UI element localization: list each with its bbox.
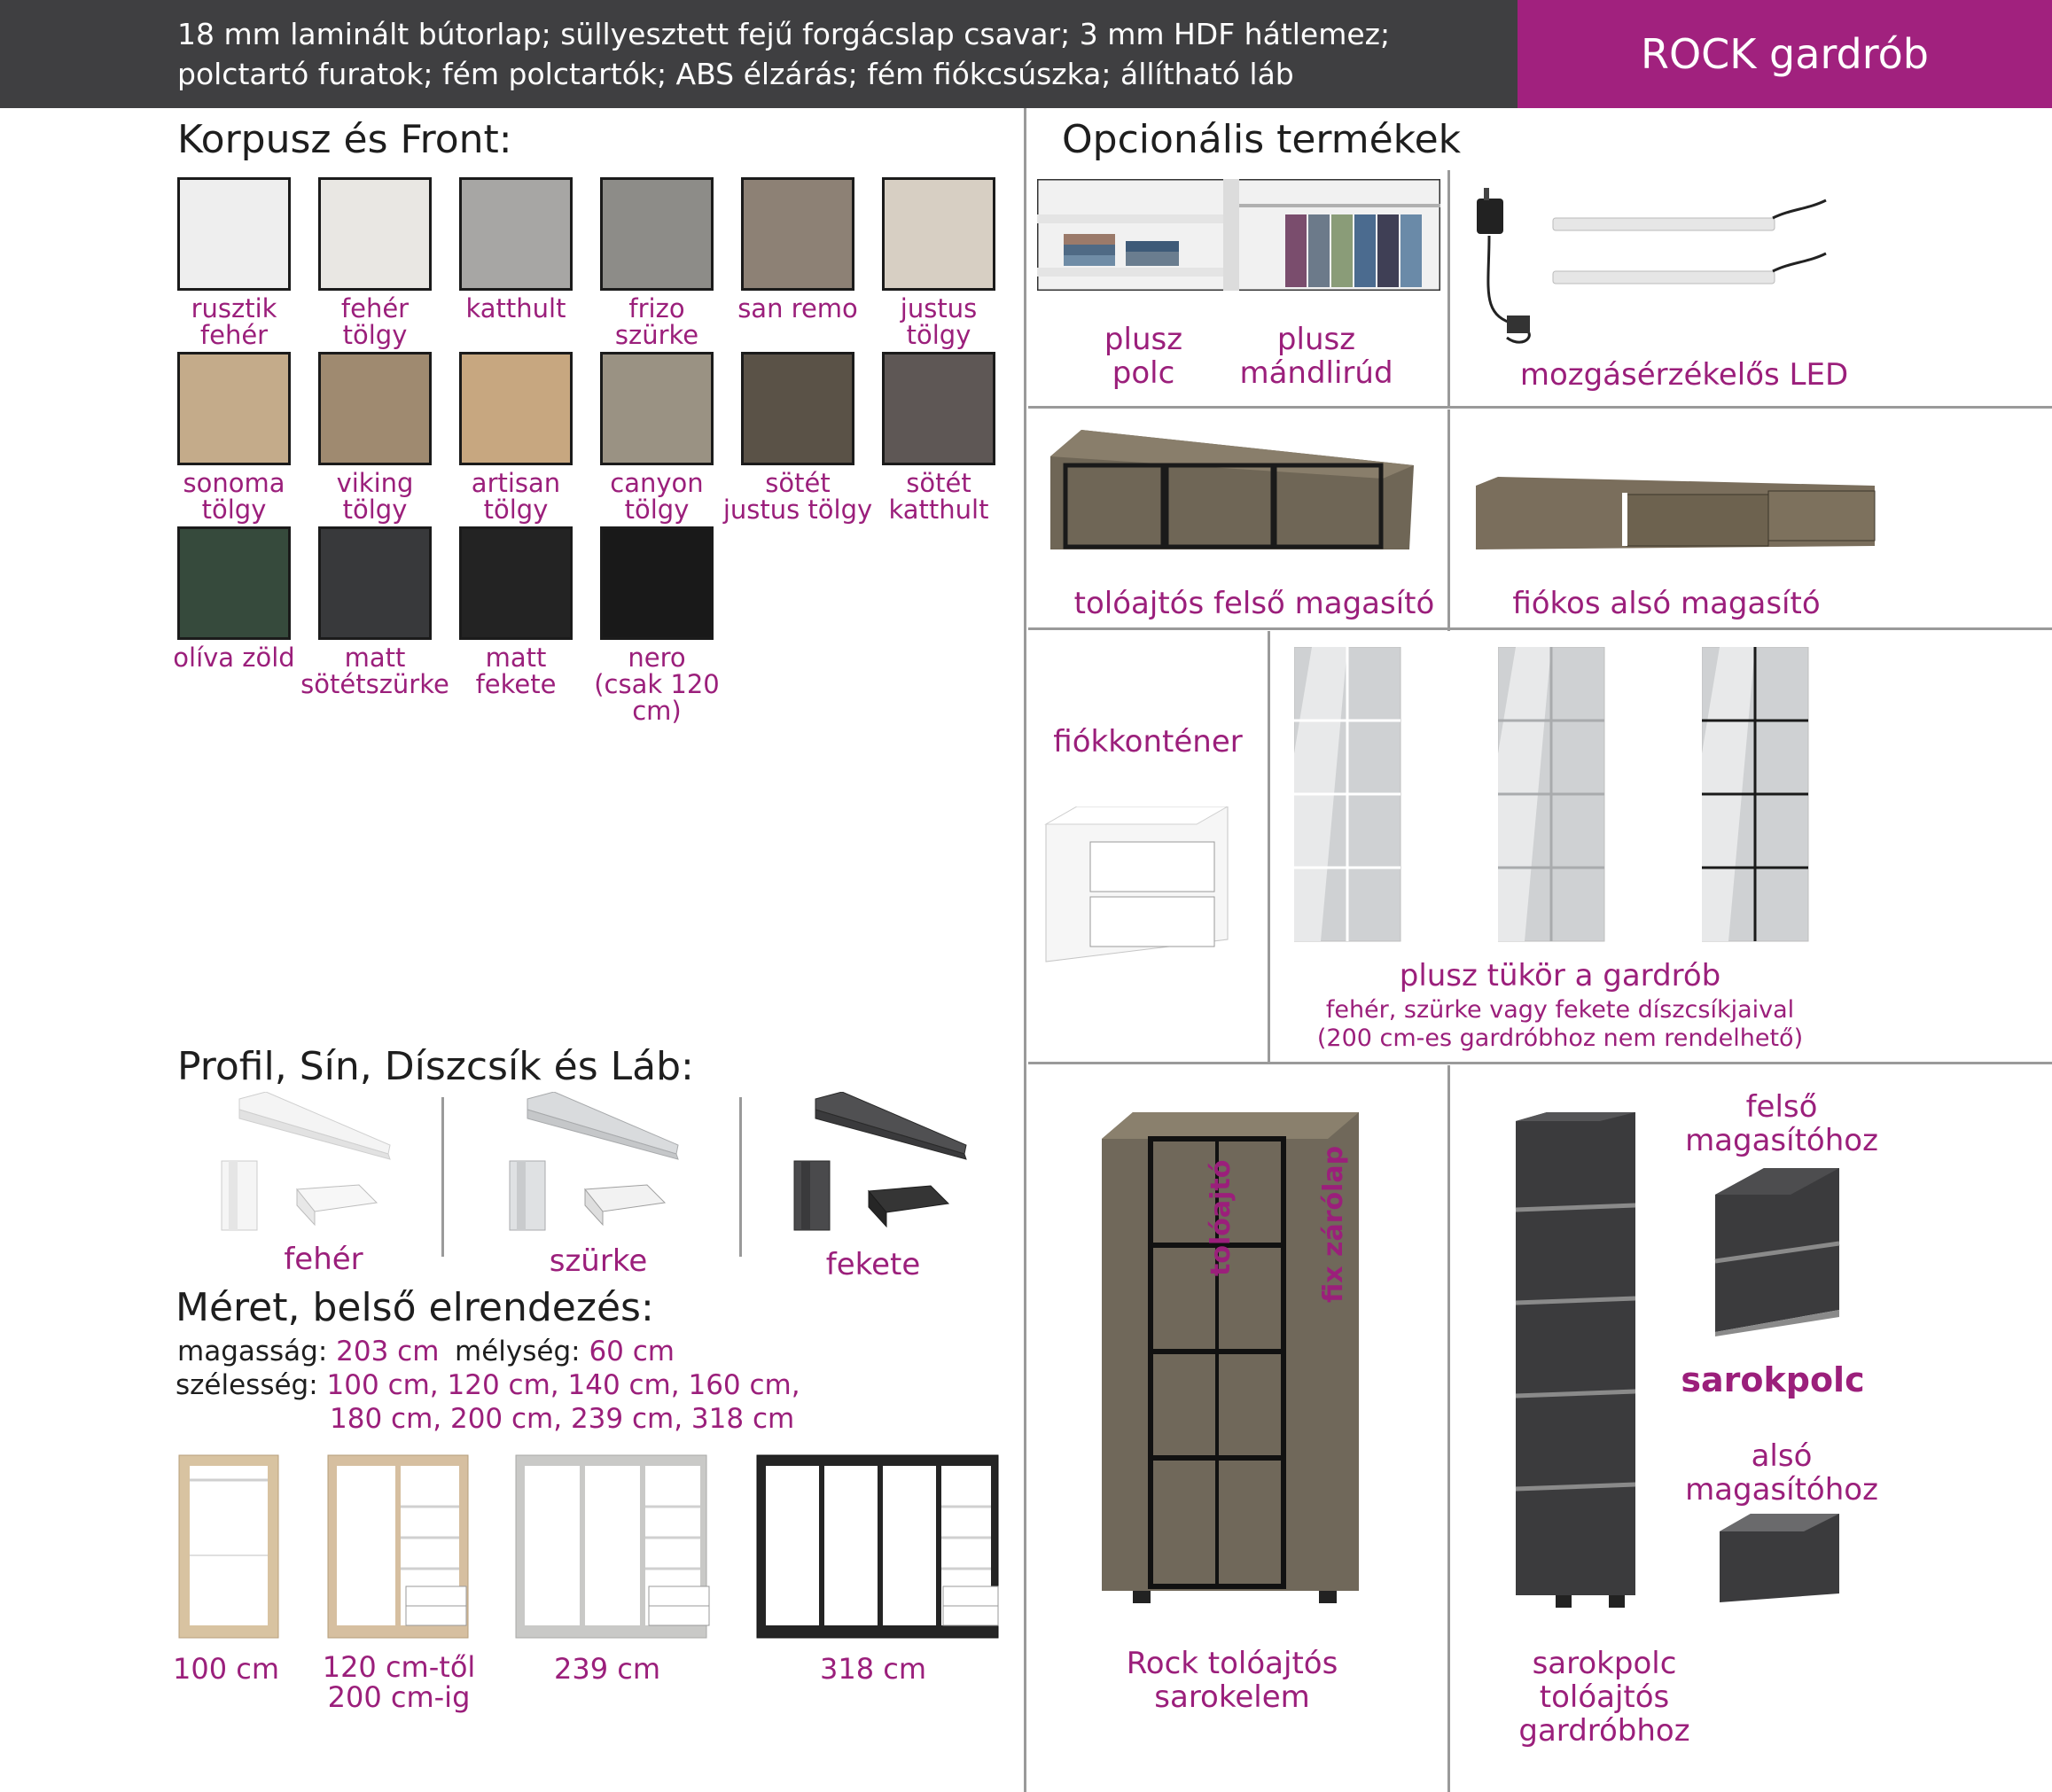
- mirror-title: plusz tükör a gardrób: [1399, 958, 1721, 993]
- bottom-extension-image: [1471, 477, 1879, 557]
- swatch-7: [318, 352, 432, 465]
- depth-value: 60 cm: [589, 1336, 675, 1367]
- wardrobe-239-label: 239 cm: [553, 1652, 660, 1686]
- swatch-label-14: [441, 644, 591, 697]
- swatch-label-line-1: artisan: [471, 468, 561, 498]
- wardrobe-318-label: 318 cm: [819, 1652, 926, 1686]
- led-label: mozgásérzékelős LED: [1519, 357, 1849, 393]
- swatch-label-line-2: tölgy: [483, 495, 549, 525]
- swatch-label-line-1: san remo: [737, 293, 858, 323]
- header-line-2: polctartó furatok; fém polctartók; ABS élzárás; fém fiókcsúszka; állítható láb: [177, 57, 1294, 91]
- corner-shelf-image: [1511, 1112, 1644, 1609]
- swatch-13: [318, 526, 432, 640]
- profil-black-image: [789, 1092, 984, 1234]
- width-line-1: 100 cm, 120 cm, 140 cm, 160 cm,: [326, 1369, 800, 1401]
- corner-shelf-caption-1: sarokpolc: [1532, 1646, 1677, 1681]
- mirror-black-image: [1702, 647, 1813, 944]
- mirror-gray-image: [1498, 647, 1609, 944]
- swatch-label-12: [159, 644, 309, 671]
- height-label: magasság:: [177, 1336, 328, 1367]
- swatch-2: [459, 177, 573, 291]
- profil-gray-label: szürke: [549, 1243, 648, 1279]
- wardrobe-239-image: [514, 1453, 714, 1641]
- swatch-label-8: [441, 470, 591, 523]
- width-line-2: 180 cm, 200 cm, 239 cm, 318 cm: [330, 1403, 795, 1435]
- swatch-label-line-2: sötétszürke: [300, 669, 449, 699]
- swatch-12: [177, 526, 291, 640]
- plus-rod-label: [1223, 323, 1409, 390]
- meret-title: Méret, belső elrendezés:: [176, 1285, 654, 1330]
- corner-unit-line-2: sarokelem: [1154, 1679, 1310, 1715]
- optional-title: Opcionális termékek: [1062, 117, 1462, 162]
- swatch-label-2: [441, 295, 591, 322]
- corner-shelf-title: sarokpolc: [1681, 1360, 1865, 1399]
- top-extension-shelf-label: [1666, 1090, 1897, 1157]
- swatch-label-line-1: matt: [344, 643, 406, 673]
- mirror-white-image: [1294, 647, 1405, 944]
- plus-rod-line-1: plusz: [1276, 322, 1356, 357]
- sliding-door-label: tolóajtó: [1205, 1159, 1237, 1276]
- plus-shelf-line-1: plusz: [1104, 322, 1183, 357]
- swatch-label-line-1: nero: [628, 643, 686, 673]
- bottom-extension-shelf-image: [1715, 1514, 1844, 1607]
- swatch-9: [600, 352, 714, 465]
- swatch-label-line-1: rusztik: [191, 293, 277, 323]
- swatch-1: [318, 177, 432, 291]
- swatch-label-6: [159, 470, 309, 523]
- height-spec: [177, 1336, 439, 1368]
- depth-label: mélység:: [455, 1336, 581, 1367]
- drawer-container-image: [1042, 806, 1232, 966]
- swatch-label-line-1: frizo: [628, 293, 685, 323]
- divider-profil-2: [739, 1097, 742, 1257]
- wardrobe-120-200-label-1: 120 cm-től: [322, 1650, 476, 1684]
- bottom-ext-shelf-line-2: magasítóhoz: [1685, 1472, 1878, 1508]
- swatch-label-line-1: fehér: [340, 293, 410, 323]
- page-title: ROCK gardrób: [1640, 30, 1929, 78]
- depth-spec: [455, 1336, 675, 1368]
- divider-opt-3: [1268, 631, 1270, 1064]
- swatch-label-7: [300, 470, 450, 523]
- swatch-label-line-2: fehér: [199, 320, 269, 350]
- corner-shelf-caption-2: tolóajtós gardróbhoz: [1518, 1679, 1690, 1749]
- plus-shelf-line-2: polc: [1112, 355, 1175, 391]
- header-spec-text: [177, 14, 1507, 94]
- swatch-14: [459, 526, 573, 640]
- swatch-label-4: [722, 295, 873, 322]
- swatch-0: [177, 177, 291, 291]
- header-line-1: 18 mm laminált bútorlap; süllyesztett fejű forgácslap csavar; 3 mm HDF hátlemez;: [177, 17, 1391, 51]
- divider-opt-h2: [1028, 627, 2052, 630]
- profil-black-label: fekete: [825, 1247, 921, 1282]
- divider-opt-h3: [1028, 1062, 2052, 1064]
- divider-opt-h1: [1028, 406, 2052, 409]
- profil-white-label: fehér: [284, 1242, 363, 1277]
- swatch-label-line-1: matt: [485, 643, 547, 673]
- divider-opt-4: [1447, 1065, 1450, 1792]
- wardrobe-318-image: [755, 1453, 1003, 1641]
- shelf-rod-image: [1037, 179, 1440, 291]
- swatch-label-line-2: tölgy: [201, 495, 267, 525]
- swatch-label-10: [722, 470, 873, 523]
- swatch-label-line-1: sonoma: [183, 468, 285, 498]
- swatch-label-line-2: justus tölgy: [722, 495, 873, 525]
- corner-unit-line-1: Rock tolóajtós: [1126, 1646, 1338, 1681]
- korpusz-title: Korpusz és Front:: [177, 117, 512, 162]
- profil-white-image: [213, 1092, 408, 1234]
- swatch-label-line-1: olíva zöld: [173, 643, 295, 673]
- plus-shelf-label: [1073, 323, 1214, 390]
- top-ext-shelf-line-2: magasítóhoz: [1685, 1123, 1878, 1158]
- swatch-label-13: [300, 644, 450, 697]
- swatch-5: [882, 177, 995, 291]
- swatch-label-line-1: sötét: [765, 468, 831, 498]
- top-extension-label: tolóajtós felső magasító: [1073, 586, 1435, 621]
- swatch-label-line-1: viking: [336, 468, 414, 498]
- mirror-subtitle-1: fehér, szürke vagy fekete díszcsíkjaival: [1325, 996, 1795, 1024]
- divider-opt-1: [1447, 170, 1450, 408]
- swatch-label-11: [863, 470, 1014, 523]
- swatch-label-5: [863, 295, 1014, 348]
- swatch-label-line-2: tölgy: [342, 495, 408, 525]
- profil-gray-image: [501, 1092, 696, 1234]
- divider-opt-2: [1447, 409, 1450, 631]
- width-label: szélesség:: [176, 1369, 318, 1401]
- swatch-label-1: [300, 295, 450, 348]
- swatch-label-line-2: fekete: [475, 669, 557, 699]
- drawer-container-label: fiókkonténer: [1053, 724, 1243, 760]
- swatch-label-line-2: katthult: [888, 495, 989, 525]
- swatch-3: [600, 177, 714, 291]
- led-image: [1471, 183, 1835, 351]
- top-extension-shelf-image: [1711, 1168, 1844, 1336]
- divider-profil-1: [441, 1097, 444, 1257]
- plus-rod-line-2: mándlirúd: [1239, 355, 1393, 391]
- swatch-11: [882, 352, 995, 465]
- top-ext-shelf-line-1: felső: [1745, 1089, 1818, 1125]
- swatch-label-line-1: justus: [900, 293, 978, 323]
- swatch-10: [741, 352, 854, 465]
- height-value: 203 cm: [336, 1336, 440, 1367]
- swatch-15: [600, 526, 714, 640]
- swatch-8: [459, 352, 573, 465]
- swatch-label-line-1: sötét: [906, 468, 971, 498]
- fixed-panel-label: fix zárólap: [1318, 1145, 1349, 1303]
- wardrobe-120-200-label-2: 200 cm-ig: [327, 1680, 471, 1714]
- swatch-label-line-1: katthult: [465, 293, 566, 323]
- top-extension-image: [1046, 430, 1418, 554]
- mirror-subtitle-2: (200 cm-es gardróbhoz nem rendelhető): [1316, 1025, 1804, 1052]
- wardrobe-100-label: 100 cm: [172, 1652, 279, 1686]
- swatch-label-15: [581, 644, 732, 724]
- swatch-label-line-2: tölgy: [624, 495, 690, 525]
- bottom-ext-shelf-line-1: alsó: [1751, 1438, 1813, 1474]
- wardrobe-120-200-image: [326, 1453, 477, 1641]
- width-spec: [176, 1369, 800, 1402]
- swatch-label-0: [159, 295, 309, 348]
- swatch-label-line-2: tölgy: [342, 320, 408, 350]
- swatch-4: [741, 177, 854, 291]
- corner-shelf-caption: [1454, 1647, 1755, 1748]
- swatch-label-9: [581, 470, 732, 523]
- corner-unit-caption: [1086, 1647, 1378, 1714]
- wardrobe-100-image: [177, 1453, 284, 1641]
- swatch-label-line-1: canyon: [610, 468, 704, 498]
- swatch-label-line-2: tölgy: [906, 320, 971, 350]
- swatch-label-line-2: szürke: [614, 320, 699, 350]
- main-divider: [1024, 108, 1026, 1792]
- bottom-extension-shelf-label: [1666, 1439, 1897, 1507]
- swatch-label-3: [581, 295, 732, 348]
- swatch-label-line-2: (csak 120 cm): [594, 669, 720, 726]
- profil-title: Profil, Sín, Díszcsík és Láb:: [177, 1044, 694, 1089]
- bottom-extension-label: fiókos alsó magasító: [1512, 586, 1821, 621]
- swatch-6: [177, 352, 291, 465]
